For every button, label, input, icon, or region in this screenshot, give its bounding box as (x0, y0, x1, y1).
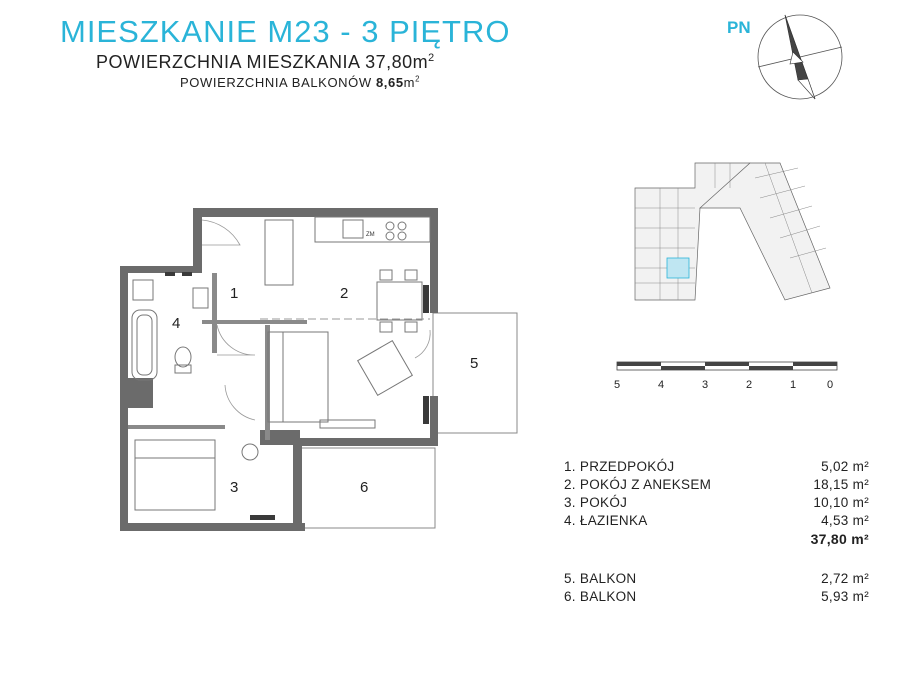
balcony-row (564, 588, 869, 606)
room-name: 3. POKÓJ (564, 495, 628, 510)
apartment-area-label: POWIERZCHNIA MIESZKANIA (96, 52, 360, 72)
balcony-area-unit-exp: 2 (415, 74, 421, 84)
room-name: 2. POKÓJ Z ANEKSEM (564, 477, 712, 492)
floor-plan (115, 200, 479, 540)
area-unit: m (412, 52, 429, 72)
bathtub (132, 310, 157, 380)
appliance-label: ZM (366, 232, 375, 238)
room-label-5: 5 (470, 355, 479, 372)
scale-label-5: 5 (613, 379, 621, 391)
room-area: 4,53 m² (821, 513, 869, 528)
room-area: 18,15 m² (813, 477, 869, 492)
scale-label-2: 2 (745, 379, 753, 391)
sink (343, 220, 363, 238)
armchair (358, 341, 413, 396)
toilet (175, 347, 191, 367)
room-name: 1. PRZEDPOKÓJ (564, 459, 675, 474)
balcony-name: 5. BALKON (564, 571, 637, 586)
room-label-6: 6 (360, 479, 369, 496)
balcony-area-unit: m (403, 75, 416, 90)
bed (135, 440, 215, 510)
walls (120, 208, 438, 531)
balcony-area (180, 75, 420, 90)
kitchen-counter (315, 217, 430, 242)
dining-table (377, 282, 422, 320)
room-area: 5,02 m² (821, 459, 869, 474)
room-label-2: 2 (340, 285, 349, 302)
balcony-5-outline (433, 313, 517, 433)
desk-chair (242, 444, 258, 460)
scale-label-4: 4 (657, 379, 665, 391)
room-label-1: 1 (230, 285, 239, 302)
apartment-area-value: 37,80 (365, 52, 413, 72)
apartment-highlight (667, 258, 689, 278)
page-title: MIESZKANIE M23 - 3 PIĘTRO (60, 14, 511, 49)
room-label-3: 3 (230, 479, 239, 496)
total-area: 37,80 m² (810, 531, 869, 547)
room-label-4: 4 (172, 315, 181, 332)
entry-door (202, 220, 240, 245)
balcony-area-value: 8,65 (375, 75, 404, 90)
building-key-plan (630, 158, 830, 303)
scale-bar (605, 358, 850, 398)
wardrobe (265, 220, 293, 285)
room-row (564, 494, 869, 512)
sofa (268, 332, 328, 422)
balcony-area: 2,72 m² (821, 571, 869, 586)
room-row (564, 512, 869, 530)
apartment-area (96, 52, 435, 73)
balcony-row (564, 570, 869, 588)
room-row (564, 458, 869, 476)
balcony-name: 6. BALKON (564, 589, 637, 604)
room-row (564, 476, 869, 494)
scale-label-0: 0 (826, 379, 834, 391)
balcony-area: 5,93 m² (821, 589, 869, 604)
area-unit-exp: 2 (428, 52, 435, 64)
room-area-table (564, 458, 869, 606)
compass-label: PN (727, 18, 751, 37)
compass-icon (755, 12, 845, 102)
total-row (564, 530, 869, 548)
washbasin (133, 280, 153, 300)
room-area: 10,10 m² (813, 495, 869, 510)
room-name: 4. ŁAZIENKA (564, 513, 648, 528)
balcony-area-label: POWIERZCHNIA BALKONÓW (180, 75, 372, 90)
scale-label-1: 1 (789, 379, 797, 391)
scale-label-3: 3 (701, 379, 709, 391)
